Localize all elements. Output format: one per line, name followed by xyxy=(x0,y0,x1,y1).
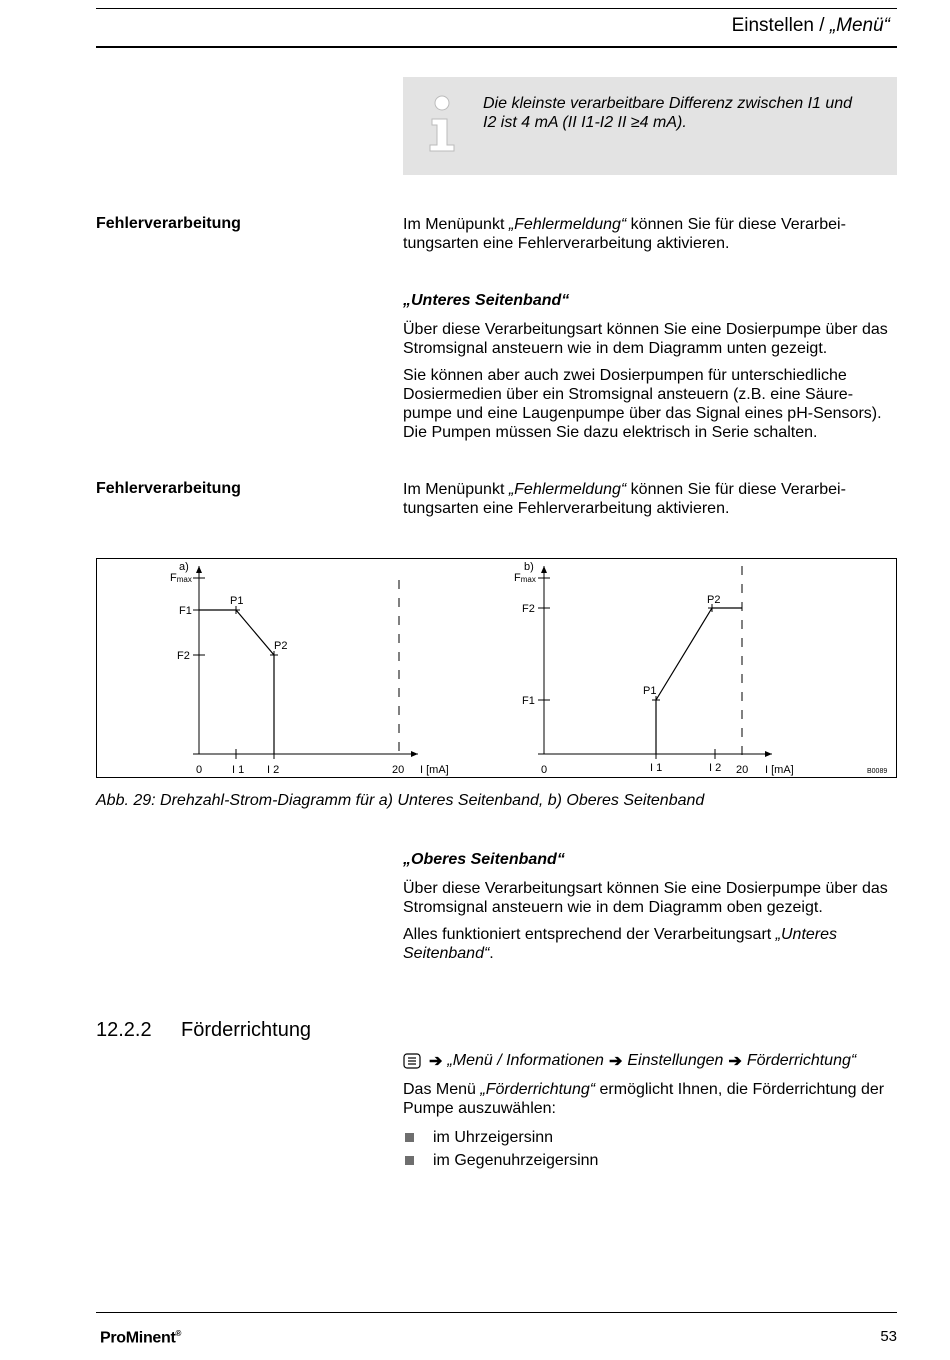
list-item: im Gegenuhrzeigersinn xyxy=(403,1149,598,1172)
paragraph-foerderrichtung: Das Menü „Förderrichtung“ ermöglicht Ihnen, die Förderrichtung der Pumpe auszuwählen: xyxy=(403,1081,885,1117)
side-heading-fehlerverarbeitung-1: Fehlerverarbeitung xyxy=(96,215,241,232)
diagram-b-curve xyxy=(656,608,742,754)
arrow-icon: ➔ xyxy=(608,1053,623,1070)
square-bullet-icon xyxy=(405,1133,414,1142)
subheading-oberes-seitenband: „Oberes Seitenband“ xyxy=(403,851,565,868)
header-top-rule xyxy=(96,8,897,9)
header-bottom-rule xyxy=(96,46,897,48)
side-heading-fehlerverarbeitung-2: Fehlerverarbeitung xyxy=(96,480,241,497)
diagram-b-i1-label: I 1 xyxy=(650,762,663,774)
paragraph-fehlermeldung-2: Im Menüpunkt „Fehlermeldung“ können Sie für diese Verarbeitungsarten eine Fehlerverarbeitung aktivieren. xyxy=(403,481,846,517)
diagram-frame xyxy=(96,558,897,778)
diagram-b-p2-label: P2 xyxy=(707,594,721,606)
diagram-b-i2-label: I 2 xyxy=(709,762,722,774)
diagram-a-zero-label: 0 xyxy=(196,764,203,776)
section-number: 12.2.2 xyxy=(96,1019,152,1041)
paragraph-unteres-2: Sie können aber auch zwei Dosierpumpen für unterschiedliche Dosiermedien über ein Stromsignal ansteuern (z.B. eine Säurepumpe und eine Laugenpumpe über das Signal eines pH-Sensors). Die Pumpen müssen Sie dazu elektrisch in Serie schalten. xyxy=(403,367,882,441)
path-step-1: „Menü / Informationen xyxy=(447,1052,604,1069)
diagram-b-f2-label: F2 xyxy=(522,603,535,615)
diagram-a-i2-label: I 2 xyxy=(267,764,280,776)
diagram-a-f1-label: F1 xyxy=(179,605,192,617)
info-note-text: Die kleinste verarbeitbare Differenz zwischen I1 und I2 ist 4 mA (II I1-I2 II ≥4 mA). xyxy=(483,95,853,131)
diagram-b-zero-label: 0 xyxy=(541,764,548,776)
arrow-icon: ➔ xyxy=(429,1053,443,1070)
direction-options-list xyxy=(403,1126,598,1172)
paragraph-oberes-2: Alles funktioniert entsprechend der Verarbeitungsart „Unteres Seitenband“. xyxy=(403,926,838,962)
subheading-unteres-seitenband: „Unteres Seitenband“ xyxy=(403,292,570,309)
footer-rule xyxy=(96,1312,897,1313)
drehzahl-strom-diagram xyxy=(96,558,897,778)
path-step-2: Einstellungen xyxy=(627,1052,724,1069)
page-header-title: Einstellen / „Menü“ xyxy=(731,15,890,36)
diagram-a-i1-label: I 1 xyxy=(232,764,245,776)
arrow-icon: ➔ xyxy=(728,1053,742,1070)
diagram-a-f2-label: F2 xyxy=(177,650,190,662)
diagram-a-curve xyxy=(199,610,274,754)
diagram-b xyxy=(514,561,887,776)
diagram-a-p2-label: P2 xyxy=(274,640,288,652)
info-icon xyxy=(425,95,461,155)
diagram-a xyxy=(170,561,449,776)
diagram-a-20-label: 20 xyxy=(392,764,405,776)
diagram-b-label: b) xyxy=(524,561,534,573)
diagram-b-fmax-label: Fmax xyxy=(514,572,536,584)
figure-caption: Abb. 29: Drehzahl-Strom-Diagramm für a) Unteres Seitenband, b) Oberes Seitenband xyxy=(96,792,705,809)
diagram-code-label: B0089 xyxy=(867,768,888,775)
diagram-a-p1-label: P1 xyxy=(230,595,244,607)
diagram-b-20-label: 20 xyxy=(736,764,749,776)
menu-icon xyxy=(403,1052,421,1070)
prominent-logo: ProMinent® xyxy=(100,1329,182,1347)
diagram-b-p1-label: P1 xyxy=(643,685,657,697)
menu-path xyxy=(403,1051,856,1071)
square-bullet-icon xyxy=(405,1156,414,1165)
diagram-a-fmax-label: Fmax xyxy=(170,572,192,584)
list-item: im Uhrzeigersinn xyxy=(403,1126,598,1149)
diagram-a-xunit-label: I [mA] xyxy=(420,764,449,776)
paragraph-oberes-1: Über diese Verarbeitungsart können Sie eine Dosierpumpe über das Stromsignal ansteuern wie in dem Diagramm oben gezeigt. xyxy=(403,880,888,916)
paragraph-unteres-1: Über diese Verarbeitungsart können Sie eine Dosierpumpe über das Stromsignal ansteuern wie in dem Diagramm unten gezeigt. xyxy=(403,321,888,357)
diagram-b-f1-label: F1 xyxy=(522,695,535,707)
path-step-3: Förderrichtung“ xyxy=(746,1052,857,1069)
section-title: Förderrichtung xyxy=(181,1019,312,1041)
diagram-b-xunit-label: I [mA] xyxy=(765,764,794,776)
paragraph-fehlermeldung-1: Im Menüpunkt „Fehlermeldung“ können Sie für diese Verarbeitungsarten eine Fehlerverarbeitung aktivieren. xyxy=(403,216,846,252)
diagram-a-label: a) xyxy=(179,561,189,573)
page-number: 53 xyxy=(880,1328,897,1345)
info-note-box xyxy=(403,77,897,175)
